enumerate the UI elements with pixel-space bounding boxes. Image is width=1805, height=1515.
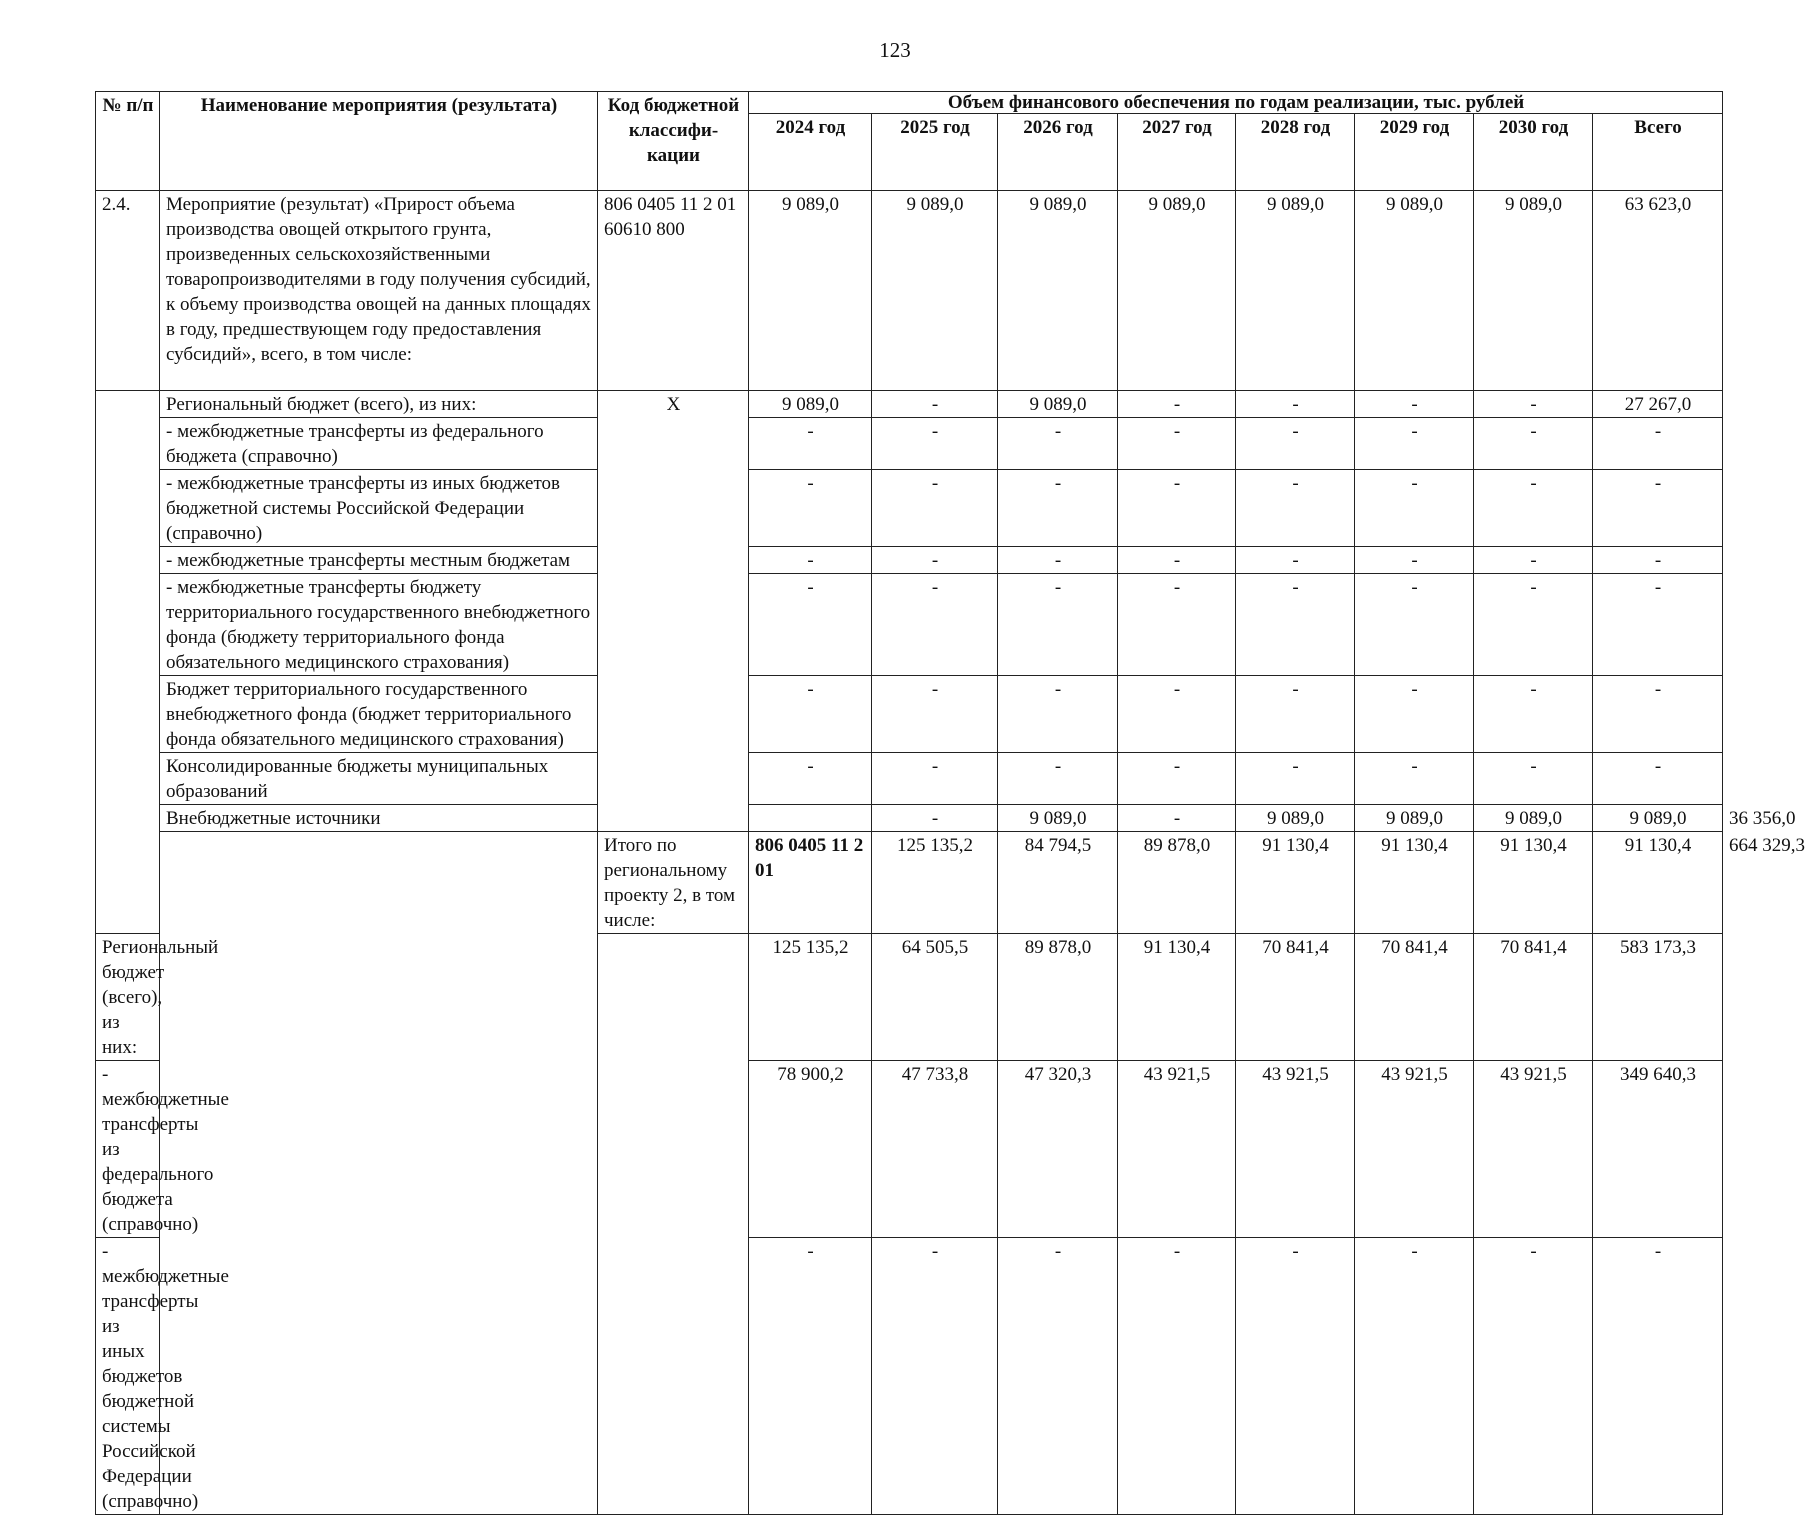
table-row: [96, 676, 1723, 753]
cell-value: -: [1355, 753, 1474, 805]
cell-value: 47 733,8: [872, 1061, 998, 1238]
cell-value: 78 900,2: [749, 1061, 872, 1238]
cell-value: -: [1474, 676, 1593, 753]
cell-value: 91 130,4: [1118, 934, 1236, 1061]
cell-total: 583 173,3: [1593, 934, 1723, 1061]
cell-value: 9 089,0: [872, 191, 998, 391]
header-year: 2024 год: [749, 114, 872, 191]
cell-value: -: [1474, 574, 1593, 676]
cell-value: -: [872, 574, 998, 676]
page-number: 123: [879, 38, 911, 62]
cell-value: 91 130,4: [1355, 832, 1474, 934]
cell-value: -: [872, 418, 998, 470]
row-name: Бюджет территориального государственного внебюджетного фонда (бюджет территориального фонда обязательного медицинского страхования): [160, 676, 598, 753]
cell-value: -: [1474, 753, 1593, 805]
cell-value: -: [1474, 470, 1593, 547]
cell-value: 47 320,3: [998, 1061, 1118, 1238]
cell-value: 91 130,4: [1593, 832, 1723, 934]
cell-value: -: [998, 1238, 1118, 1515]
header-volume: Объем финансового обеспечения по годам реализации, тыс. рублей: [749, 92, 1723, 114]
cell-value: 84 794,5: [998, 832, 1118, 934]
cell-value: -: [1118, 391, 1236, 418]
cell-value: -: [998, 753, 1118, 805]
cell-total: -: [1593, 753, 1723, 805]
row-number: [160, 832, 598, 1515]
cell-value: -: [1236, 418, 1355, 470]
cell-value: 43 921,5: [1236, 1061, 1355, 1238]
cell-value: 9 089,0: [749, 191, 872, 391]
cell-value: -: [1355, 1238, 1474, 1515]
cell-value: -: [998, 676, 1118, 753]
table-row: [96, 574, 1723, 676]
cell-value: -: [1118, 805, 1236, 832]
row-code: X: [598, 391, 749, 832]
row-code: 806 0405 11 2 01 60610 800: [598, 191, 749, 391]
table-row: [96, 753, 1723, 805]
cell-value: -: [872, 753, 998, 805]
cell-value: -: [1118, 574, 1236, 676]
cell-value: -: [1118, 470, 1236, 547]
row-name: - межбюджетные трансферты из федерального бюджета (справочно): [160, 418, 598, 470]
cell-value: -: [998, 574, 1118, 676]
row-name: - межбюджетные трансферты местным бюджетам: [160, 547, 598, 574]
row-name: Внебюджетные источники: [160, 805, 598, 832]
header-year: 2026 год: [998, 114, 1118, 191]
cell-value: -: [1236, 574, 1355, 676]
cell-value: -: [1236, 470, 1355, 547]
finance-table: [95, 91, 1805, 1515]
cell-value: -: [749, 470, 872, 547]
cell-value: -: [749, 753, 872, 805]
table-row: Итого по региональному проекту 2, в том числе: 806 0405 11 2 01 125 135,2 84 794,5 89 878,0 91 130,4 91 130,4 91 130,4 91 130,4 664 329,3: [96, 832, 1723, 934]
cell-value: -: [1118, 1238, 1236, 1515]
cell-value: -: [872, 805, 998, 832]
row-name: - межбюджетные трансферты из иных бюджетов бюджетной системы Российской Федерации (справочно): [160, 470, 598, 547]
header-year: 2028 год: [1236, 114, 1355, 191]
table-row: [96, 418, 1723, 470]
cell-value: 9 089,0: [1236, 191, 1355, 391]
header-row-1: [96, 92, 1723, 114]
cell-value: 43 921,5: [1355, 1061, 1474, 1238]
cell-total: 63 623,0: [1593, 191, 1723, 391]
cell-value: 9 089,0: [1118, 191, 1236, 391]
table-row: [96, 547, 1723, 574]
cell-value: -: [1355, 418, 1474, 470]
row-name: - межбюджетные трансферты из федерального бюджета (справочно): [96, 1061, 160, 1238]
cell-value: -: [1236, 1238, 1355, 1515]
row-name: Итого по региональному проекту 2, в том числе:: [598, 832, 749, 934]
cell-value: 70 841,4: [1474, 934, 1593, 1061]
table-row: [96, 391, 1723, 418]
header-code: Код бюджетной классифи-кации: [598, 92, 749, 191]
cell-total: -: [1593, 676, 1723, 753]
cell-value: 91 130,4: [1474, 832, 1593, 934]
header-num: № п/п: [96, 92, 160, 191]
row-name: - межбюджетные трансферты из иных бюджетов бюджетной системы Российской Федерации (справочно): [96, 1238, 160, 1515]
row-name: Региональный бюджет (всего), из них:: [160, 391, 598, 418]
cell-value: -: [872, 470, 998, 547]
cell-value: -: [1118, 418, 1236, 470]
header-year: 2025 год: [872, 114, 998, 191]
cell-value: -: [1355, 547, 1474, 574]
cell-total: 27 267,0: [1593, 391, 1723, 418]
cell-value: 125 135,2: [749, 934, 872, 1061]
cell-value: -: [1236, 547, 1355, 574]
cell-value: -: [749, 574, 872, 676]
cell-value: -: [1474, 547, 1593, 574]
cell-value: 70 841,4: [1236, 934, 1355, 1061]
cell-total: -: [1593, 547, 1723, 574]
cell-value: -: [1355, 676, 1474, 753]
cell-value: 9 089,0: [749, 391, 872, 418]
cell-total: -: [1593, 574, 1723, 676]
cell-total: -: [1593, 418, 1723, 470]
header-year: 2030 год: [1474, 114, 1593, 191]
cell-value: 64 505,5: [872, 934, 998, 1061]
cell-value: -: [1236, 676, 1355, 753]
cell-value: 9 089,0: [1593, 805, 1723, 832]
cell-value: 89 878,0: [1118, 832, 1236, 934]
row-number: 2.4.: [96, 191, 160, 391]
cell-value: 9 089,0: [998, 391, 1118, 418]
row-number: [96, 391, 160, 934]
row-code: [598, 934, 749, 1515]
row-code: 806 0405 11 2 01: [749, 832, 872, 934]
cell-value: 91 130,4: [1236, 832, 1355, 934]
cell-value: -: [1474, 1238, 1593, 1515]
cell-value: 9 089,0: [998, 805, 1118, 832]
cell-value: 9 089,0: [1474, 805, 1593, 832]
cell-value: -: [749, 418, 872, 470]
cell-value: -: [749, 1238, 872, 1515]
table-row: [96, 191, 1723, 391]
cell-value: 89 878,0: [998, 934, 1118, 1061]
row-code: [749, 805, 872, 832]
row-name: Консолидированные бюджеты муниципальных образований: [160, 753, 598, 805]
cell-value: 43 921,5: [1474, 1061, 1593, 1238]
cell-value: -: [872, 1238, 998, 1515]
row-name: Мероприятие (результат) «Прирост объема производства овощей открытого грунта, произведенных сельскохозяйственными товаропроизводителями в году получения субсидий, к объему производства овощей на данных площадях в году, предшествующем году предоставления субсидий», всего, в том числе:: [160, 191, 598, 391]
cell-value: -: [872, 676, 998, 753]
cell-value: 125 135,2: [872, 832, 998, 934]
cell-value: 9 089,0: [1236, 805, 1355, 832]
cell-value: -: [749, 547, 872, 574]
cell-value: -: [1474, 391, 1593, 418]
cell-value: -: [1355, 391, 1474, 418]
cell-value: -: [998, 418, 1118, 470]
header-name: Наименование мероприятия (результата): [160, 92, 598, 191]
cell-value: 9 089,0: [1355, 805, 1474, 832]
cell-total: -: [1593, 470, 1723, 547]
cell-value: -: [872, 391, 998, 418]
cell-value: -: [1474, 418, 1593, 470]
cell-value: 9 089,0: [998, 191, 1118, 391]
row-name: - межбюджетные трансферты бюджету территориального государственного внебюджетного фонда (бюджету территориального фонда обязательного медицинского страхования): [160, 574, 598, 676]
cell-value: 9 089,0: [1355, 191, 1474, 391]
cell-value: -: [1236, 753, 1355, 805]
row-name: Региональный бюджет (всего), из них:: [96, 934, 160, 1061]
table-row: [96, 470, 1723, 547]
cell-value: 9 089,0: [1474, 191, 1593, 391]
cell-value: -: [1118, 547, 1236, 574]
header-year: 2029 год: [1355, 114, 1474, 191]
cell-value: -: [1236, 391, 1355, 418]
cell-total: 349 640,3: [1593, 1061, 1723, 1238]
cell-value: -: [998, 547, 1118, 574]
cell-value: -: [1355, 574, 1474, 676]
cell-value: -: [1118, 676, 1236, 753]
header-total: Всего: [1593, 114, 1723, 191]
table-row: Внебюджетные источники - 9 089,0 - 9 089,0 9 089,0 9 089,0 9 089,0 36 356,0: [96, 805, 1723, 832]
header-year: 2027 год: [1118, 114, 1236, 191]
cell-total: -: [1593, 1238, 1723, 1515]
cell-value: -: [1355, 470, 1474, 547]
cell-value: -: [998, 470, 1118, 547]
cell-value: -: [749, 676, 872, 753]
cell-value: -: [872, 547, 998, 574]
cell-value: 70 841,4: [1355, 934, 1474, 1061]
cell-value: 43 921,5: [1118, 1061, 1236, 1238]
cell-value: -: [1118, 753, 1236, 805]
